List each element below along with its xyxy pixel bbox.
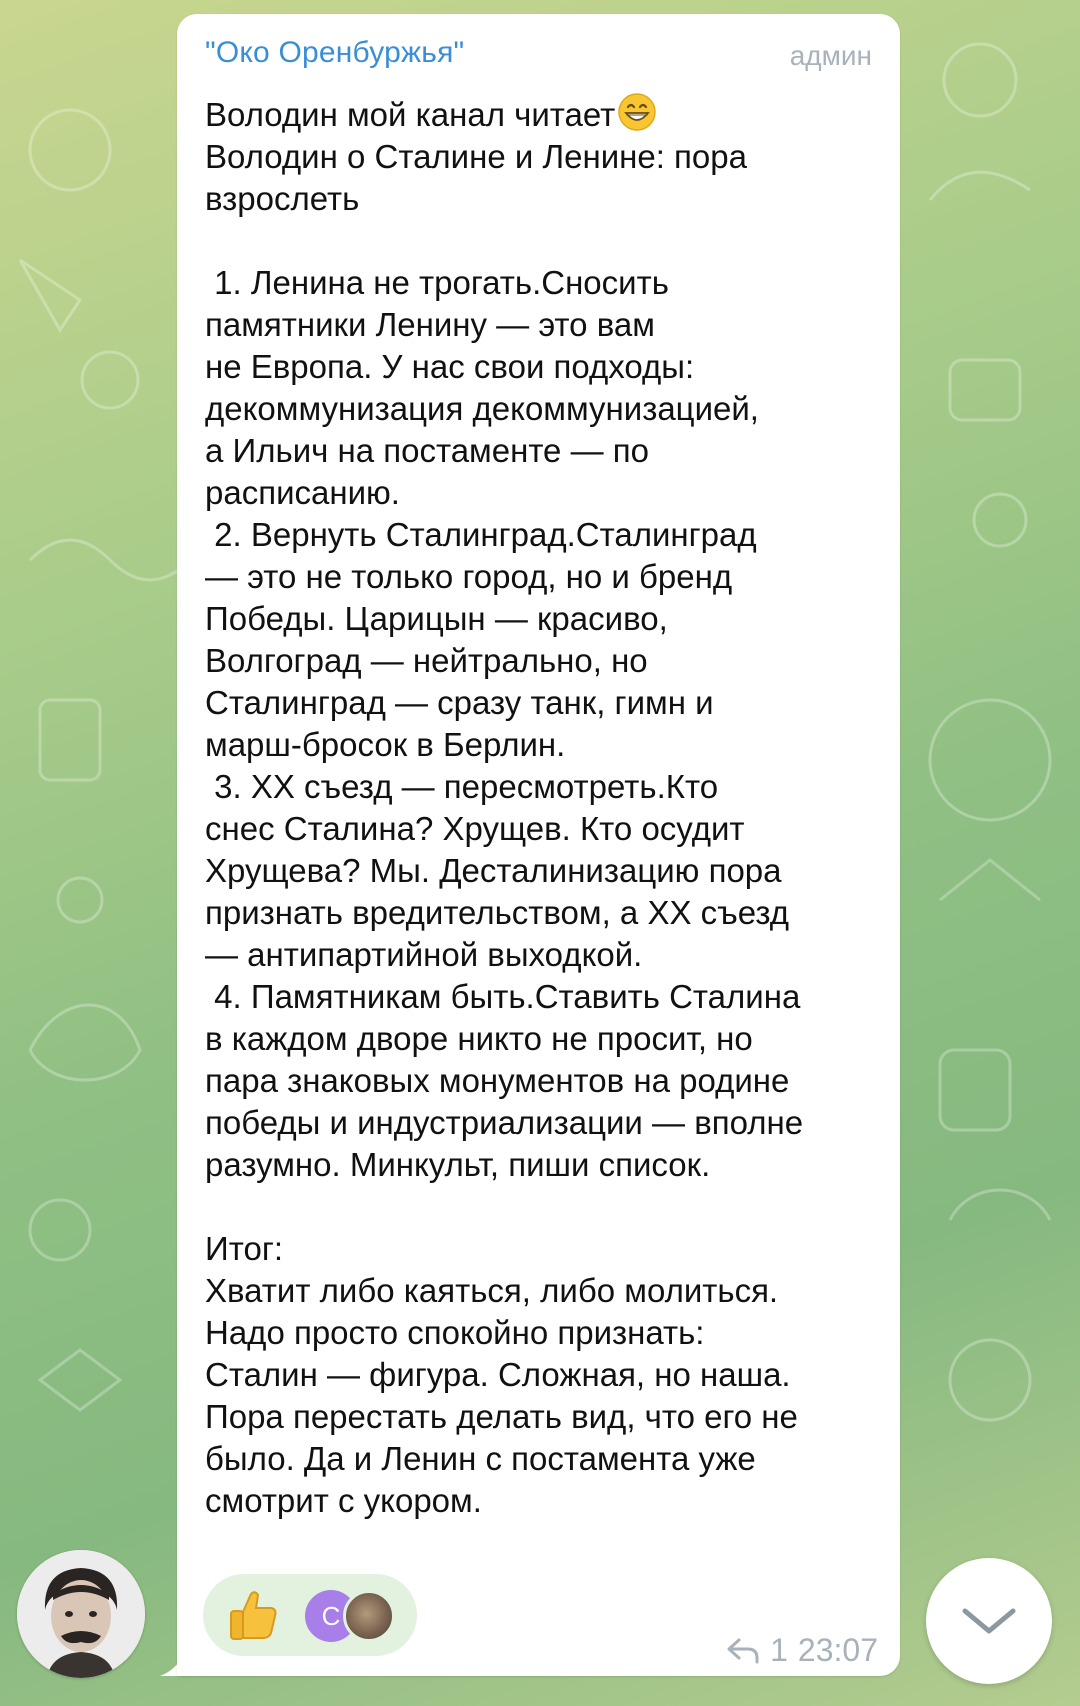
reply-icon bbox=[726, 1638, 760, 1664]
message-body: Володин о Сталине и Ленине: пора взрослеть 1. Ленина не трогать.Сносить памятники Ленину — это вам не Европа. У нас свои подходы: декоммунизация декоммунизацией, а Ильич на постаменте — по расписанию. 2. Вернуть Сталинград.Сталинград — это не только город, но и бренд Победы. Царицын — красиво, Волгоград — нейтрально, но Сталинград — сразу танк, гимн и марш-бросок в Берлин. 3. XX съезд — пересмотреть.Кто снес Сталина? Хрущев. Кто осудит Хрущева? Мы. Десталинизацию пора признать вредительством, а XX съезд — антипартийной выходкой. 4. Памятникам быть.Ставить Сталина в каждом дворе никто не просит, но пара знаковых монументов на родине победы и индустриализации — вполне разумно. Минкульт, пиши список. Итог: Хватит либо каяться, либо молиться. Надо просто спокойно признать: Сталин — фигура. Сложная, но наша. Пора перестать делать вид, что его не было. Да и Ленин с постамента уже смотрит с укором. bbox=[205, 138, 804, 1519]
message-bubble[interactable] bbox=[177, 14, 900, 1676]
portrait-icon bbox=[17, 1550, 145, 1678]
grinning-face-icon bbox=[617, 92, 657, 132]
reactor-avatar-photo bbox=[343, 1590, 395, 1642]
reply-count[interactable]: 1 bbox=[770, 1632, 788, 1668]
message-text bbox=[205, 92, 885, 1522]
scroll-down-button[interactable] bbox=[926, 1558, 1052, 1684]
reaction-chip[interactable] bbox=[203, 1574, 417, 1656]
thumbs-up-icon bbox=[225, 1586, 283, 1644]
chevron-down-icon bbox=[959, 1603, 1019, 1639]
reactor-avatar: С bbox=[305, 1590, 357, 1642]
channel-name[interactable]: "Око Оренбуржья" bbox=[205, 36, 465, 69]
message-time: 23:07 bbox=[797, 1632, 878, 1668]
sender-role-badge: админ bbox=[789, 40, 872, 71]
message-first-line: Володин мой канал читает bbox=[205, 96, 616, 133]
sender-avatar[interactable] bbox=[17, 1550, 145, 1678]
message-meta bbox=[726, 1632, 878, 1669]
